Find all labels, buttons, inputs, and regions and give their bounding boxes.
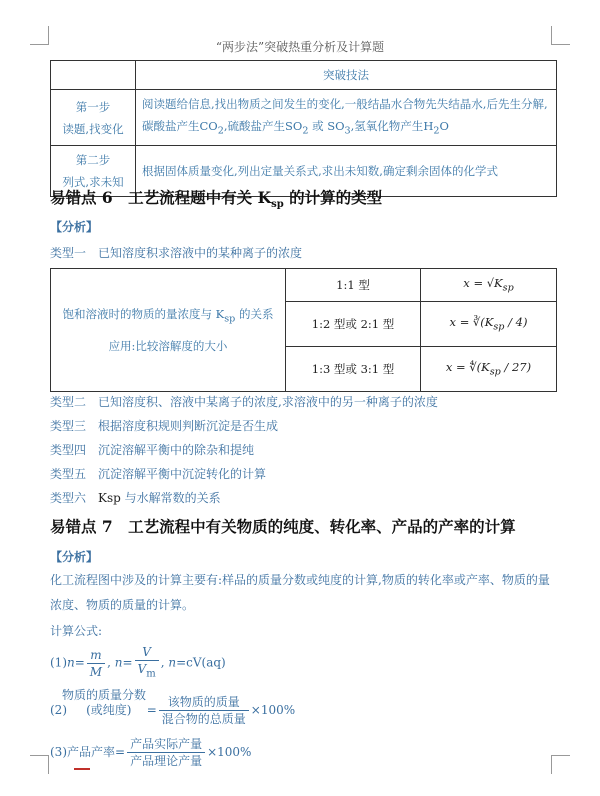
type-5-text: 类型五 沉淀溶解平衡中沉淀转化的计算	[50, 467, 267, 481]
red-underline-mark	[74, 768, 90, 770]
ratio-type-cell: 1:3 型或 3:1 型	[286, 347, 421, 392]
desc-text: ,氢氧化物产生	[350, 119, 424, 133]
type-4-text: 类型四 沉淀溶解平衡中的除杂和提纯	[50, 443, 255, 457]
ratio-type-cell: 1:2 型或 2:1 型	[286, 302, 421, 347]
formula-label: 计算公式:	[50, 624, 103, 638]
desc-text: ,硫酸盐产生	[223, 119, 285, 133]
step-label: 列式,求未知	[62, 175, 124, 190]
formula-3: (3)产品产率= $\frac{\text{产品实际产量}}{\text{产品理论产量}}$ ×100%	[50, 737, 252, 768]
analysis-label: 【分析】	[50, 220, 99, 234]
ksp-relation-text: 饱和溶液时的物质的量浓度与 $K_{sp}$ 的关系	[62, 307, 274, 325]
fraction-V-over-Vm: $\frac{V}{V_m}$	[135, 644, 159, 682]
table-row	[51, 269, 557, 302]
desc-text: 阅读题给信息,找出物质之间发生的变化,一般结晶水合物先失结晶水,后先生分解,碳酸盐产生	[142, 97, 548, 133]
step-description	[136, 90, 557, 146]
formula-2-label: 物质的质量分数	[62, 688, 147, 702]
formula-cell: $x = ∛(K_{sp} / 4)$	[421, 302, 557, 347]
formula-cell: $x = √K_{sp}$	[421, 269, 557, 302]
step-description: 根据固体质量变化,列出定量关系式,求出未知数,确定剩余固体的化学式	[136, 146, 557, 197]
so2-formula: $SO_2$	[285, 119, 309, 137]
ratio-type-cell: 1:1 型	[286, 269, 421, 302]
co2-formula: $CO_2$	[199, 119, 224, 137]
type-2-text: 类型二 已知溶度积、溶液中某离子的浓度,求溶液中的另一种离子的浓度	[50, 395, 438, 409]
ksp-relation-cell	[51, 269, 286, 392]
formula-1: (1)n= $\frac{m}{M}$ , n= $\frac{V}{V_m}$ , n=cV(aq)	[50, 644, 226, 682]
fraction-yield: $\frac{\text{产品实际产量}}{\text{产品理论产量}}$	[127, 736, 205, 769]
step-cell	[51, 90, 136, 146]
table-header-empty	[51, 61, 136, 90]
analysis-label: 【分析】	[50, 550, 99, 564]
formula-cell: $x = ∜(K_{sp} / 27)$	[421, 347, 557, 392]
type-6-text: 类型六 Ksp 与水解常数的关系	[50, 491, 221, 505]
crop-mark-bottom-left	[30, 755, 49, 774]
section-7-title: 易错点 7 工艺流程中有关物质的纯度、转化率、产品的产率的计算	[50, 517, 516, 536]
table-header-technique: 突破技法	[136, 61, 557, 90]
fraction-purity: $\frac{\text{该物质的质量}}{\text{混合物的总质量}}$	[159, 694, 249, 727]
fraction-m-over-M: $\frac{m}{M}$	[87, 647, 105, 680]
technique-table	[50, 60, 557, 197]
calculation-intro: 化工流程图中涉及的计算主要有:样品的质量分数或纯度的计算,物质的转化率或产率、物质的量浓度、物质的质量的计算。	[50, 573, 550, 612]
ksp-table	[50, 268, 557, 392]
type-3-text: 类型三 根据溶度积规则判断沉淀是否生成	[50, 419, 279, 433]
crop-mark-bottom-right	[551, 755, 570, 774]
section-6-title: 易错点 6 工艺流程题中有关 $K_{sp}$ 的计算的类型	[50, 188, 383, 211]
desc-text: 或	[312, 119, 324, 133]
table-header-row	[51, 61, 557, 90]
step-label: 读题,找变化	[62, 121, 124, 136]
h2o-formula: $H_2O$	[423, 119, 449, 137]
formula-2: (2) (或纯度) = $\frac{\text{该物质的质量}}{\text{混合物的总质量}}$ ×100%	[50, 695, 296, 726]
table-row	[51, 90, 557, 146]
page-header: “两步法”突破热重分析及计算题	[215, 40, 385, 54]
type-1-text: 类型一 已知溶度积求溶液中的某种离子的浓度	[50, 246, 303, 260]
step-number: 第一步	[75, 99, 111, 114]
ksp-application-text: 应用:比较溶解度的大小	[108, 338, 228, 353]
so3-formula: $SO_3$	[327, 119, 351, 137]
step-number: 第二步	[75, 153, 111, 168]
